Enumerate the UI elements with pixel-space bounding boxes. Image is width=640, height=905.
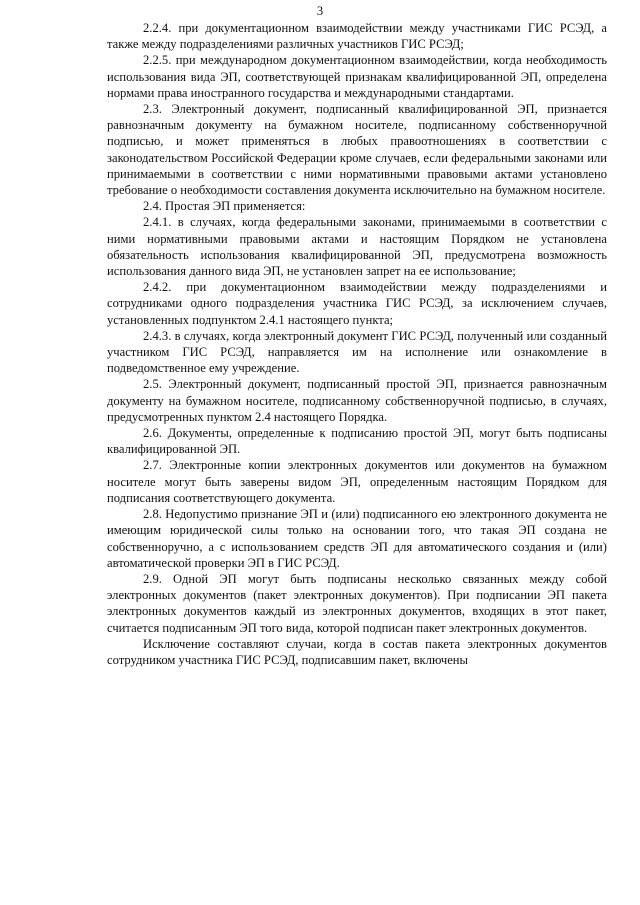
paragraph-exception: Исключение составляют случаи, когда в состав пакета электронных документов сотрудником участника ГИС РСЭД, подписавшим пакет, включены — [107, 636, 607, 667]
paragraph-2-4-1: 2.4.1. в случаях, когда федеральными законами, принимаемыми в соответствии с ними нормативными правовыми актами и настоящим Порядком не установлена обязательность использования квалифицированной ЭП, предусмотрена возможность использования данного вида ЭП, не установлен запрет на ее использование; — [107, 215, 607, 279]
paragraph-2-6: 2.6. Документы, определенные к подписанию простой ЭП, могут быть подписаны квалифицированной ЭП. — [107, 426, 607, 457]
paragraph-2-2-5: 2.2.5. при международном документационном взаимодействии, когда необходимость использования вида ЭП, соответствующей признакам квалифицированной ЭП, определена нормами права иностранного государства и международными стандартами. — [107, 53, 607, 100]
paragraph-2-5: 2.5. Электронный документ, подписанный простой ЭП, признается равнозначным документу на бумажном носителе, подписанному собственноручной подписью, в случаях, предусмотренных пунктом 2.4 настоящего Порядка. — [107, 377, 607, 424]
paragraph-2-4-2: 2.4.2. при документационном взаимодействии между подразделениями и сотрудниками одного подразделения участника ГИС РСЭД, за исключением случаев, установленных подпунктом 2.4.1 настоящего пункта; — [107, 280, 607, 327]
paragraph-2-7: 2.7. Электронные копии электронных документов или документов на бумажном носителе могут быть заверены видом ЭП, определенным настоящим Порядком для подписания соответствующего документа. — [107, 458, 607, 505]
paragraph-2-4-3: 2.4.3. в случаях, когда электронный документ ГИС РСЭД, полученный или созданный участником ГИС РСЭД, направляется им на исполнение или ознакомление в подведомственное ему учреждение. — [107, 328, 607, 376]
document-body — [107, 20, 607, 668]
paragraph-2-9: 2.9. Одной ЭП могут быть подписаны несколько связанных между собой электронных документов (пакет электронных документов). При подписании ЭП пакета электронных документов каждый из электронных документов, входящих в этот пакет, считается подписанным ЭП того вида, которой подписан пакет электронных документов. — [107, 571, 607, 635]
page-number: 3 — [316, 4, 324, 18]
paragraph-2-8: 2.8. Недопустимо признание ЭП и (или) подписанного ею электронного документа не имеющим юридической силы только на основании того, что такая ЭП создана не собственноручно, а с использованием средств ЭП для автоматического создания и (или) автоматической проверки ЭП в ГИС РСЭД. — [107, 507, 607, 570]
paragraph-2-3: 2.3. Электронный документ, подписанный квалифицированной ЭП, признается равнозначным документу на бумажном носителе, подписанному собственноручной подписью, и может применяться в любых правоотношениях в соответствии с законодательством Российской Федерации кроме случаев, если федеральными законами или принимаемыми в соответствии с ними нормативными правовыми актами установлено требование о необходимости составления документа исключительно на бумажном носителе. — [107, 102, 607, 198]
paragraph-2-2-4: 2.2.4. при документационном взаимодействии между участниками ГИС РСЭД, а также между подразделениями различных участников ГИС РСЭД; — [107, 21, 607, 52]
paragraph-2-4: 2.4. Простая ЭП применяется: — [143, 199, 306, 214]
